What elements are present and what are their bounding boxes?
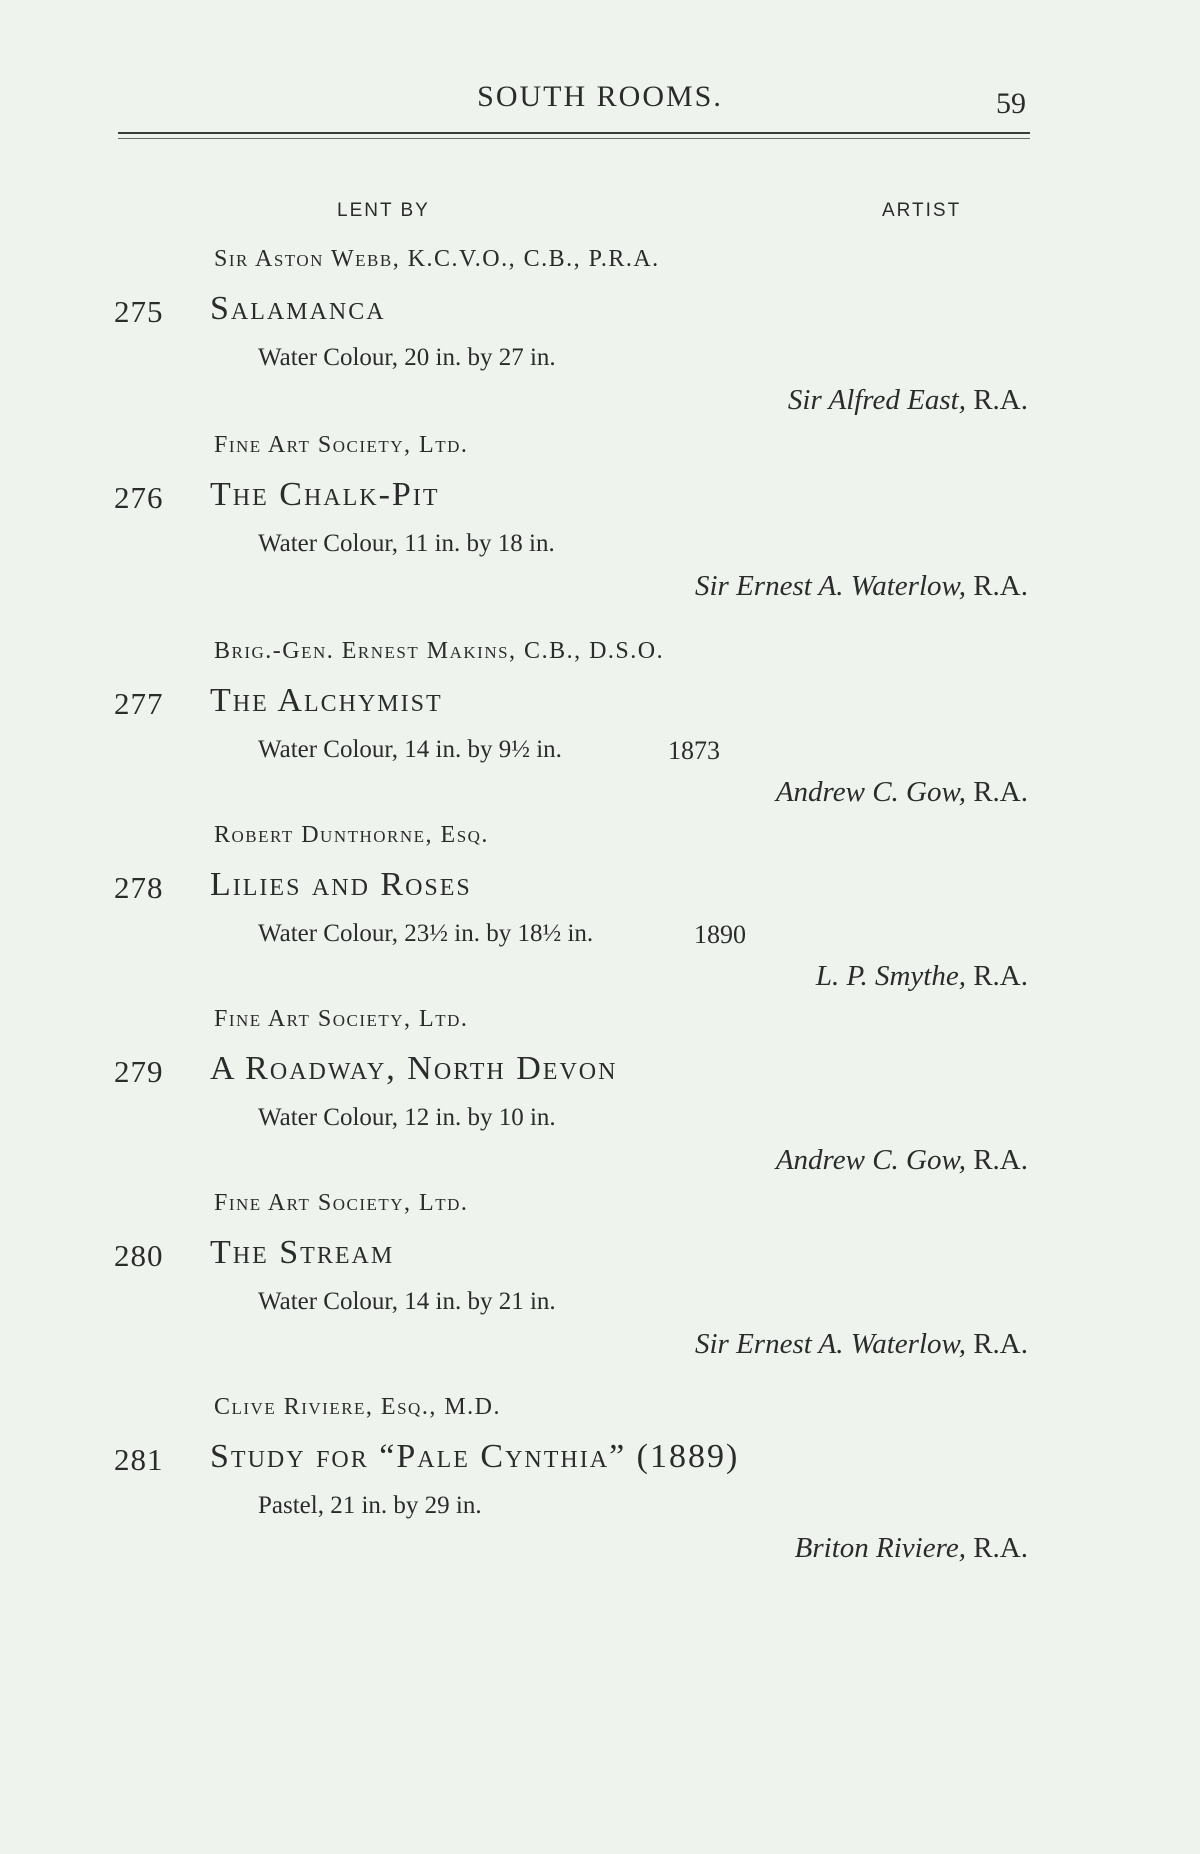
artist-credit (695, 1328, 1028, 1361)
entry-number: 280 (114, 1238, 164, 1273)
entry-number: 277 (114, 686, 164, 721)
entry-number: 278 (114, 870, 164, 905)
column-head-lent-by: LENT BY (337, 200, 430, 221)
column-head-artist: ARTIST (882, 200, 962, 221)
entry-number: 279 (114, 1054, 164, 1089)
artist-honour: R.A. (973, 1328, 1028, 1360)
artist-credit (776, 1144, 1028, 1177)
artwork-medium: Water Colour, 12 in. by 10 in. (258, 1104, 556, 1131)
artwork-title: Lilies and Roses (210, 866, 472, 903)
entry-number: 275 (114, 294, 164, 329)
catalogue-entry (0, 1394, 1200, 1574)
lender: Fine Art Society, Ltd. (214, 1190, 469, 1216)
lender: Robert Dunthorne, Esq. (214, 822, 489, 848)
artist-honour: R.A. (973, 1532, 1028, 1564)
catalogue-entry (0, 1006, 1200, 1186)
catalogue-entry (0, 1190, 1200, 1370)
catalogue-entry (0, 246, 1200, 426)
artist-honour: R.A. (973, 570, 1028, 602)
running-head: SOUTH ROOMS. (477, 80, 723, 113)
artwork-medium: Water Colour, 11 in. by 18 in. (258, 530, 555, 557)
artist-name: Briton Riviere, (794, 1532, 966, 1564)
artwork-medium: Pastel, 21 in. by 29 in. (258, 1492, 482, 1519)
entry-number: 276 (114, 480, 164, 515)
artist-credit (788, 384, 1028, 417)
header-rule-thin (118, 138, 1030, 139)
artist-name: Sir Alfred East, (787, 384, 966, 416)
artist-credit (816, 960, 1028, 993)
page-number: 59 (996, 87, 1026, 120)
artwork-title: A Roadway, North Devon (210, 1050, 618, 1087)
artwork-title: Salamanca (210, 290, 386, 327)
lender: Sir Aston Webb, K.C.V.O., C.B., P.R.A. (214, 246, 660, 272)
artist-honour: R.A. (973, 1144, 1028, 1176)
artwork-title: The Alchymist (210, 682, 443, 719)
artist-honour: R.A. (973, 960, 1028, 992)
artist-name: Andrew C. Gow, (775, 1144, 966, 1176)
catalogue-entry (0, 822, 1200, 1002)
artwork-medium: Water Colour, 20 in. by 27 in. (258, 344, 556, 371)
artist-name: Sir Ernest A. Waterlow, (694, 1328, 966, 1360)
artist-name: Andrew C. Gow, (775, 776, 966, 808)
artist-credit (776, 776, 1028, 809)
entry-number: 281 (114, 1442, 164, 1477)
catalogue-entry (0, 638, 1200, 818)
artist-credit (695, 570, 1028, 603)
artist-credit (795, 1532, 1028, 1565)
artwork-title: The Chalk-Pit (210, 476, 440, 513)
artist-name: Sir Ernest A. Waterlow, (694, 570, 966, 602)
artwork-title: Study for “Pale Cynthia” (1889) (210, 1438, 740, 1475)
artwork-title: The Stream (210, 1234, 395, 1271)
lender: Fine Art Society, Ltd. (214, 432, 469, 458)
lender: Brig.-Gen. Ernest Makins, C.B., D.S.O. (214, 638, 665, 664)
artwork-medium: Water Colour, 14 in. by 21 in. (258, 1288, 556, 1315)
artwork-medium: Water Colour, 14 in. by 9½ in. (258, 736, 562, 763)
header-rule-thick (118, 132, 1030, 134)
artist-honour: R.A. (973, 776, 1028, 808)
artwork-year: 1873 (668, 736, 720, 765)
lender: Fine Art Society, Ltd. (214, 1006, 469, 1032)
artist-honour: R.A. (973, 384, 1028, 416)
catalogue-entry (0, 432, 1200, 612)
artwork-medium: Water Colour, 23½ in. by 18½ in. (258, 920, 594, 947)
artist-name: L. P. Smythe, (815, 960, 966, 992)
artwork-year: 1890 (694, 920, 746, 949)
lender: Clive Riviere, Esq., M.D. (214, 1394, 501, 1420)
